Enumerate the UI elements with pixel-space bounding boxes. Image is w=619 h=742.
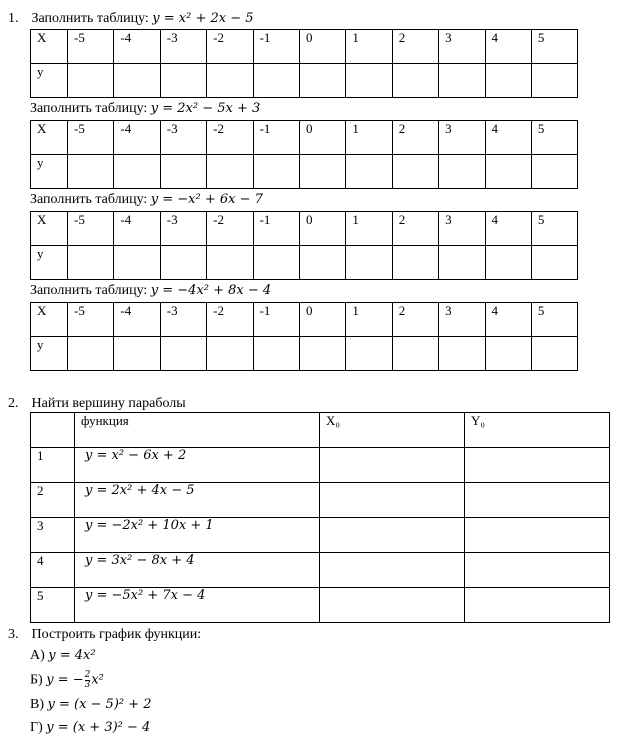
- x-value: 4: [485, 303, 531, 337]
- y-cell[interactable]: [68, 64, 114, 98]
- y0-cell[interactable]: [465, 518, 610, 553]
- function-formula: y = −4x² + 8x − 4: [150, 283, 272, 298]
- x-value: -5: [68, 303, 114, 337]
- x-value: 3: [439, 212, 485, 246]
- function-formula: y = 4x²: [48, 648, 96, 663]
- task-1b-heading: [30, 100, 260, 118]
- y-cell[interactable]: [485, 155, 531, 189]
- x-label: X: [31, 30, 68, 64]
- x-row: [31, 303, 578, 337]
- task-number: 3.: [8, 627, 19, 642]
- row-number: 4: [31, 553, 75, 588]
- y-cell[interactable]: [68, 246, 114, 280]
- y-cell[interactable]: [207, 246, 253, 280]
- row-number: 1: [31, 448, 75, 483]
- x0-cell[interactable]: [320, 553, 465, 588]
- function-formula: y = 2x² − 5x + 3: [150, 101, 261, 116]
- x-value: 5: [531, 303, 577, 337]
- graph-item-a: [30, 647, 96, 665]
- x-value: 1: [346, 212, 392, 246]
- task-number: 1.: [8, 11, 19, 26]
- function-formula: y = −5x² + 7x − 4: [75, 588, 320, 623]
- x-value: 4: [485, 30, 531, 64]
- x-value: -3: [160, 30, 206, 64]
- row-number: 3: [31, 518, 75, 553]
- y-cell[interactable]: [392, 337, 438, 371]
- y-cell[interactable]: [207, 337, 253, 371]
- x-value: 3: [439, 121, 485, 155]
- y-label: у: [31, 337, 68, 371]
- graph-item-d: [30, 719, 150, 737]
- table-row: [31, 553, 610, 588]
- y-row: [31, 155, 578, 189]
- x0-cell[interactable]: [320, 448, 465, 483]
- x-value: 2: [392, 303, 438, 337]
- y-cell[interactable]: [392, 155, 438, 189]
- y-cell[interactable]: [346, 246, 392, 280]
- graph-item-b: [30, 671, 104, 690]
- y0-cell[interactable]: [465, 483, 610, 518]
- y-cell[interactable]: [392, 64, 438, 98]
- x-value: 4: [485, 121, 531, 155]
- function-formula: y = x² − 6x + 2: [75, 448, 320, 483]
- task-3-heading: [8, 626, 201, 644]
- y0-cell[interactable]: [465, 553, 610, 588]
- table-prompt: Заполнить таблицу:: [31, 11, 149, 26]
- task-number: 2.: [8, 396, 19, 411]
- x-value: -3: [160, 303, 206, 337]
- graph-item-c: [30, 696, 152, 714]
- x-value: 3: [439, 303, 485, 337]
- x-value: 0: [299, 303, 345, 337]
- y-cell[interactable]: [346, 337, 392, 371]
- x0-header: X₀: [320, 413, 465, 448]
- item-label: Б): [30, 672, 43, 688]
- x-row: [31, 121, 578, 155]
- x-value: -5: [68, 121, 114, 155]
- y-cell[interactable]: [346, 155, 392, 189]
- x-value: -2: [207, 121, 253, 155]
- x0-cell[interactable]: [320, 483, 465, 518]
- function-formula: y = (x + 3)² − 4: [46, 720, 151, 735]
- x-value: 2: [392, 121, 438, 155]
- fraction-numerator: 2: [84, 670, 91, 680]
- y-cell[interactable]: [253, 155, 299, 189]
- table-row: [31, 448, 610, 483]
- x-value: 2: [392, 30, 438, 64]
- y-row: [31, 64, 578, 98]
- x-value: -3: [160, 212, 206, 246]
- table-prompt: Заполнить таблицу:: [30, 192, 148, 207]
- function-formula: y = x² + 2x − 5: [152, 11, 254, 26]
- y-cell[interactable]: [439, 337, 485, 371]
- x0-cell[interactable]: [320, 518, 465, 553]
- x-value: -1: [253, 30, 299, 64]
- task-1c-heading: [30, 191, 263, 209]
- task-title: Найти вершину параболы: [31, 396, 186, 411]
- y-cell[interactable]: [160, 337, 206, 371]
- y-cell[interactable]: [485, 246, 531, 280]
- y-row: [31, 246, 578, 280]
- y-cell[interactable]: [531, 64, 577, 98]
- x-value: -4: [114, 303, 160, 337]
- y-cell[interactable]: [439, 155, 485, 189]
- x-value: -3: [160, 121, 206, 155]
- task-1d-heading: [30, 282, 271, 300]
- y-cell[interactable]: [160, 155, 206, 189]
- y-cell[interactable]: [299, 64, 345, 98]
- x-value: 1: [346, 30, 392, 64]
- y-cell[interactable]: [114, 64, 160, 98]
- y-cell[interactable]: [253, 246, 299, 280]
- y-cell[interactable]: [114, 246, 160, 280]
- function-formula: y = 3x² − 8x + 4: [75, 553, 320, 588]
- function-header: функция: [75, 413, 320, 448]
- task-title: Построить график функции:: [31, 627, 202, 642]
- function-formula: y = (x − 5)² + 2: [47, 697, 152, 712]
- table-row: [31, 588, 610, 623]
- x-row: [31, 212, 578, 246]
- y0-cell[interactable]: [465, 448, 610, 483]
- x-value: -2: [207, 212, 253, 246]
- y-row: [31, 337, 578, 371]
- y-label: у: [31, 64, 68, 98]
- y-cell[interactable]: [485, 64, 531, 98]
- y-label: у: [31, 155, 68, 189]
- y-cell[interactable]: [485, 337, 531, 371]
- item-label: В): [30, 697, 44, 712]
- x-row: [31, 30, 578, 64]
- y0-cell[interactable]: [465, 588, 610, 623]
- x-value: -4: [114, 121, 160, 155]
- y-cell[interactable]: [346, 64, 392, 98]
- table-prompt: Заполнить таблицу:: [30, 283, 148, 298]
- y-cell[interactable]: [253, 337, 299, 371]
- table-row: [31, 483, 610, 518]
- y-label: у: [31, 246, 68, 280]
- y-cell[interactable]: [253, 64, 299, 98]
- x-value: -4: [114, 30, 160, 64]
- y-cell[interactable]: [299, 155, 345, 189]
- x-value: 0: [299, 121, 345, 155]
- y-cell[interactable]: [160, 246, 206, 280]
- x-label: X: [31, 212, 68, 246]
- y-cell[interactable]: [68, 155, 114, 189]
- x-value: -4: [114, 212, 160, 246]
- x-value: -1: [253, 212, 299, 246]
- item-label: А): [30, 648, 45, 663]
- x-value: 0: [299, 212, 345, 246]
- y-cell[interactable]: [299, 337, 345, 371]
- x-value: 4: [485, 212, 531, 246]
- item-label: Г): [30, 720, 43, 735]
- y-cell[interactable]: [160, 64, 206, 98]
- y-cell[interactable]: [207, 155, 253, 189]
- task-1-heading: [8, 10, 254, 28]
- x-value: 1: [346, 121, 392, 155]
- function-formula-suffix: x²: [91, 672, 104, 688]
- function-formula: y = 2x² + 4x − 5: [75, 483, 320, 518]
- y-cell[interactable]: [299, 246, 345, 280]
- x-value: -1: [253, 121, 299, 155]
- y-cell[interactable]: [114, 337, 160, 371]
- value-table-1: [30, 29, 578, 98]
- function-formula: y = −x² + 6x − 7: [150, 192, 263, 207]
- row-number: 5: [31, 588, 75, 623]
- y-cell[interactable]: [439, 64, 485, 98]
- x-value: -2: [207, 30, 253, 64]
- x-label: X: [31, 121, 68, 155]
- vertex-table: [30, 412, 610, 623]
- task-2-heading: [8, 395, 186, 413]
- fraction: [85, 671, 91, 690]
- table-row: [31, 518, 610, 553]
- y-cell[interactable]: [392, 246, 438, 280]
- x-value: 2: [392, 212, 438, 246]
- value-table-4: [30, 302, 578, 371]
- row-number-header: [31, 413, 75, 448]
- x-value: 3: [439, 30, 485, 64]
- x-value: 5: [531, 212, 577, 246]
- x-value: -2: [207, 303, 253, 337]
- function-formula: y = −2x² + 10x + 1: [75, 518, 320, 553]
- row-number: 2: [31, 483, 75, 518]
- y-cell[interactable]: [531, 246, 577, 280]
- x-value: 5: [531, 121, 577, 155]
- x-label: X: [31, 303, 68, 337]
- function-formula-prefix: y = −: [46, 672, 84, 688]
- x-value: 5: [531, 30, 577, 64]
- y-cell[interactable]: [114, 155, 160, 189]
- table-prompt: Заполнить таблицу:: [30, 101, 148, 116]
- y-cell[interactable]: [207, 64, 253, 98]
- vertex-table-header: [31, 413, 610, 448]
- x-value: -1: [253, 303, 299, 337]
- y0-header: Y₀: [465, 413, 610, 448]
- y-cell[interactable]: [439, 246, 485, 280]
- y-cell[interactable]: [531, 337, 577, 371]
- y-cell[interactable]: [68, 337, 114, 371]
- x-value: -5: [68, 30, 114, 64]
- x0-cell[interactable]: [320, 588, 465, 623]
- fraction-denominator: 3: [84, 680, 91, 690]
- value-table-3: [30, 211, 578, 280]
- y-cell[interactable]: [531, 155, 577, 189]
- value-table-2: [30, 120, 578, 189]
- x-value: 1: [346, 303, 392, 337]
- x-value: -5: [68, 212, 114, 246]
- x-value: 0: [299, 30, 345, 64]
